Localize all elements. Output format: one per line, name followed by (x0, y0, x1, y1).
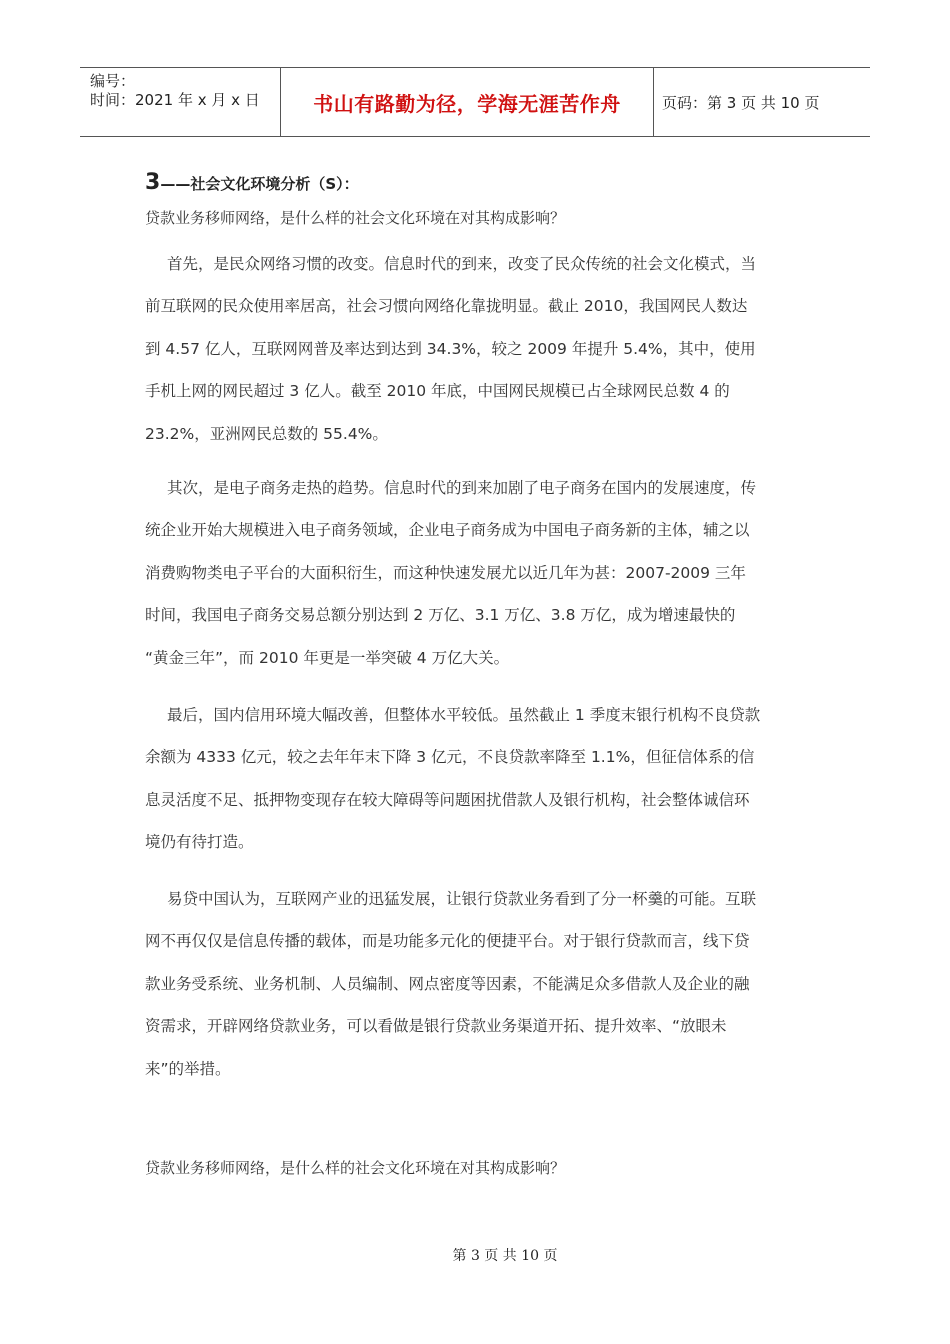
paragraph-line: 最后，国内信用环境大幅改善，但整体水平较低。虽然截止 1 季度末银行机构不良贷款 (167, 706, 761, 724)
paragraph-line: 其次，是电子商务走热的趋势。信息时代的到来加剧了电子商务在国内的发展速度，传 (167, 479, 757, 497)
paragraph-2 (145, 467, 815, 679)
header-motto-cell (281, 68, 654, 136)
paragraph-line: 前互联网的民众使用率居高，社会习惯向网络化靠拢明显。截止 2010，我国网民人数达 (145, 297, 748, 316)
paragraph-line: “黄金三年”，而 2010 年更是一举突破 4 万亿大关。 (145, 648, 510, 667)
paragraph-line: 境仍有待打造。 (145, 833, 254, 852)
paragraph-line: 23.2%，亚洲网民总数的 55.4%。 (145, 424, 388, 443)
paragraph-4 (145, 878, 815, 1090)
paragraph-line: 资需求，开辟网络贷款业务，可以看做是银行贷款业务渠道开拓、提升效率、“放眼未 (145, 1017, 727, 1036)
document-time-label: 时间：2021 年 x 月 x 日 (90, 91, 260, 109)
paragraph-line: 来”的举措。 (145, 1059, 231, 1078)
header-table (80, 67, 870, 137)
section-heading (145, 170, 359, 195)
paragraph-line: 手机上网的网民超过 3 亿人。截至 2010 年底，中国网民规模已占全球网民总数 4 的 (145, 382, 730, 401)
section-number: 3 (145, 170, 161, 195)
header-motto: 书山有路勤为径，学海无涯苦作舟 (313, 91, 621, 116)
paragraph-line: 款业务受系统、业务机制、人员编制、网点密度等因素，不能满足众多借款人及企业的融 (145, 974, 750, 993)
paragraph-line: 网不再仅仅是信息传播的载体，而是功能多元化的便捷平台。对于银行贷款而言，线下贷 (145, 932, 750, 951)
question-top: 贷款业务移师网络，是什么样的社会文化环境在对其构成影响？ (145, 209, 566, 227)
paragraph-line: 余额为 4333 亿元，较之去年年末下降 3 亿元，不良贷款率降至 1.1%，但征信体系的信 (145, 748, 755, 767)
section-title-text: ——社会文化环境分析（S）： (160, 175, 359, 193)
paragraph-3 (145, 694, 815, 864)
paragraph-line: 消费购物类电子平台的大面积衍生，而这种快速发展尤以近几年为甚：2007-2009 三年 (145, 563, 746, 582)
question-bottom: 贷款业务移师网络，是什么样的社会文化环境在对其构成影响？ (145, 1159, 566, 1177)
paragraph-line: 时间，我国电子商务交易总额分别达到 2 万亿、3.1 万亿、3.8 万亿，成为增速最快的 (145, 606, 736, 625)
header-meta-cell (80, 68, 281, 136)
footer-page-number: 第 3 页 共 10 页 (452, 1248, 558, 1264)
paragraph-line: 易贷中国认为，互联网产业的迅猛发展，让银行贷款业务看到了分一杯羹的可能。互联 (167, 890, 757, 908)
page-footer (0, 1245, 950, 1265)
header-page-cell (654, 68, 870, 136)
document-number-label: 编号： (90, 72, 136, 90)
header-page-code: 页码：第 3 页 共 10 页 (662, 93, 820, 112)
paragraph-line: 息灵活度不足、抵押物变现存在较大障碍等问题困扰借款人及银行机构，社会整体诚信环 (145, 790, 750, 809)
paragraph-line: 统企业开始大规模进入电子商务领域，企业电子商务成为中国电子商务新的主体，辅之以 (145, 521, 750, 540)
paragraph-1 (145, 243, 815, 455)
paragraph-line: 到 4.57 亿人，互联网网普及率达到达到 34.3%，较之 2009 年提升 5.4%，其中，使用 (145, 339, 756, 358)
paragraph-line: 首先，是民众网络习惯的改变。信息时代的到来，改变了民众传统的社会文化模式，当 (167, 255, 757, 273)
